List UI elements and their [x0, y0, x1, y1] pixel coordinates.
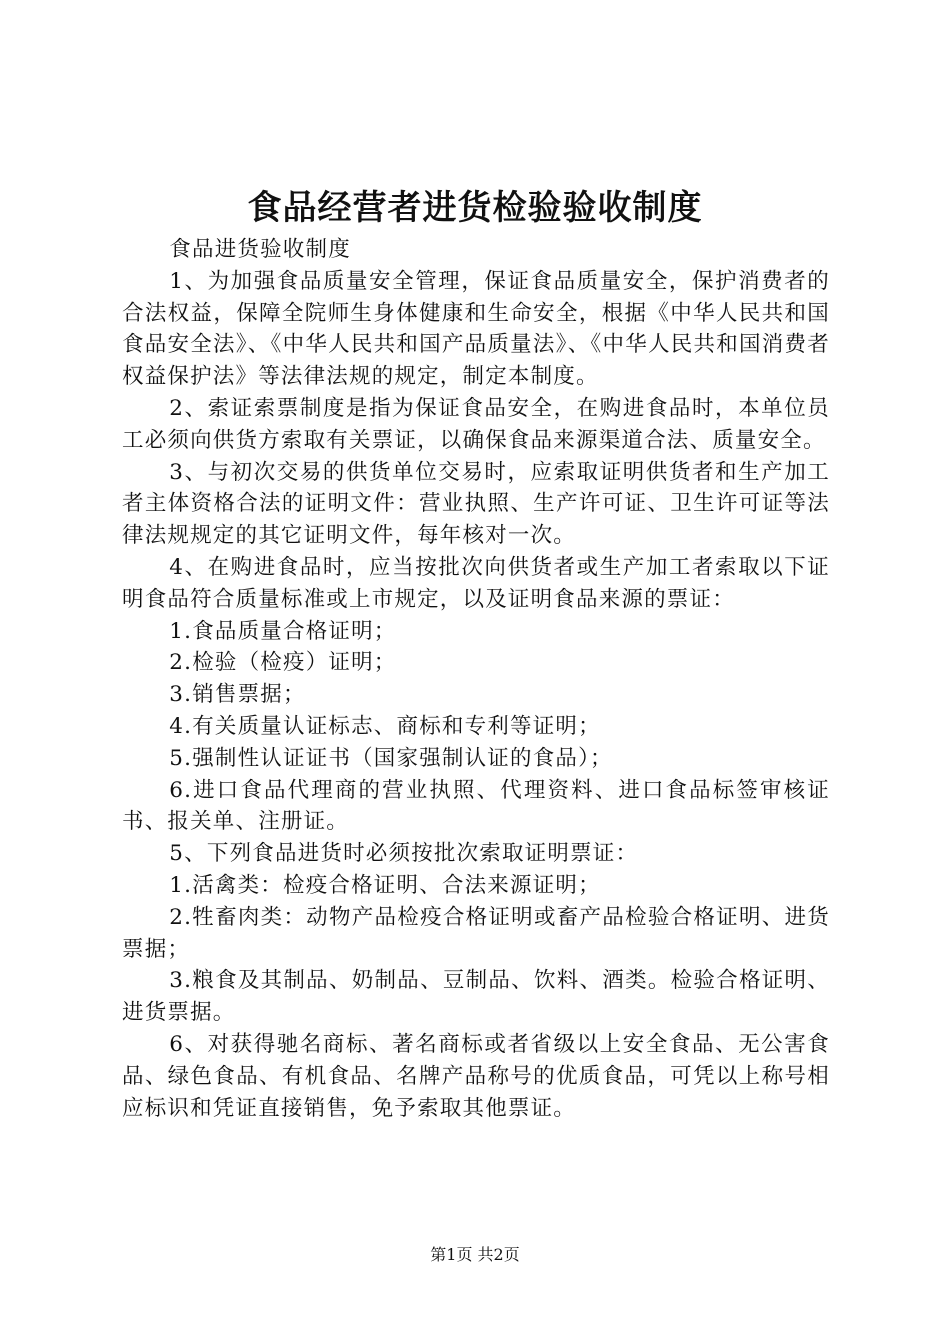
page-number-footer: 第1页 共2页	[430, 1245, 520, 1264]
list-item: 3.销售票据；	[169, 682, 306, 708]
list-item: 3.粮食及其制品、奶制品、豆制品、饮料、酒类。检验合格证明、进货票据。	[122, 968, 830, 1026]
list-item: 2.牲畜肉类：动物产品检疫合格证明或畜产品检验合格证明、进货票据；	[122, 904, 830, 962]
list-item: 1.食品质量合格证明；	[169, 618, 397, 644]
list-item: 6.进口食品代理商的营业执照、代理资料、进口食品标签审核证书、报关单、注册证。	[122, 777, 830, 835]
document-body	[122, 234, 830, 1124]
list-item: 5.强制性认证证书（国家强制认证的食品）；	[169, 745, 613, 771]
paragraph: 3、与初次交易的供货单位交易时，应索取证明供货者和生产加工者主体资格合法的证明文件：营业执照、生产许可证、卫生许可证等法律法规规定的其它证明文件，每年核对一次。	[122, 459, 830, 549]
list-item: 1.活禽类：检疫合格证明、合法来源证明；	[169, 872, 601, 898]
paragraph: 1、为加强食品质量安全管理，保证食品质量安全，保护消费者的合法权益，保障全院师生身体健康和生命安全，根据《中华人民共和国食品安全法》、《中华人民共和国产品质量法》、《中华人民共和国消费者权益保护法》等法律法规的规定，制定本制度。	[122, 268, 830, 390]
paragraph: 5、下列食品进货时必须按批次索取证明票证：	[169, 841, 639, 867]
paragraph: 6、对获得驰名商标、著名商标或者省级以上安全食品、无公害食品、绿色食品、有机食品、名牌产品称号的优质食品，可凭以上称号相应标识和凭证直接销售，免予索取其他票证。	[122, 1031, 830, 1121]
list-item: 2.检验（检疫）证明；	[169, 650, 397, 676]
document-title: 食品经营者进货检验验收制度	[247, 188, 703, 228]
list-item: 4.有关质量认证标志、商标和专利等证明；	[169, 713, 601, 739]
paragraph: 食品进货验收制度	[169, 237, 351, 262]
paragraph: 2、索证索票制度是指为保证食品安全，在购进食品时，本单位员工必须向供货方索取有关票证，以确保食品来源渠道合法、质量安全。	[122, 395, 830, 453]
paragraph: 4、在购进食品时，应当按批次向供货者或生产加工者索取以下证明食品符合质量标准或上市规定，以及证明食品来源的票证：	[122, 554, 830, 612]
